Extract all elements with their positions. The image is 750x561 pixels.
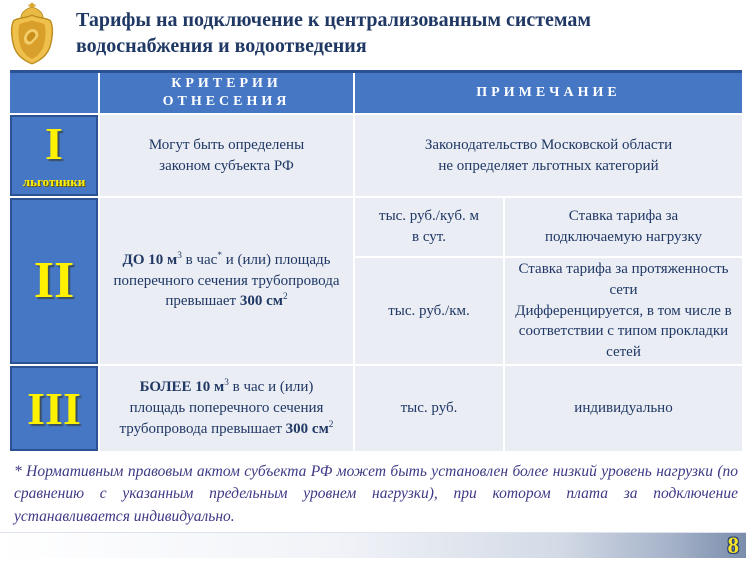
row-3-criteria-bold-1: БОЛЕЕ 10 м bbox=[139, 379, 225, 396]
row-2-criteria-text-1: в час bbox=[181, 251, 218, 268]
moscow-oblast-coat-of-arms-icon bbox=[8, 2, 56, 65]
row-2-sub-1-unit-cell bbox=[355, 198, 503, 256]
page-number: 8 bbox=[727, 533, 739, 558]
row-3-criteria-bold-2: 300 см bbox=[285, 420, 329, 437]
row-3-criteria-text bbox=[110, 377, 343, 439]
row-2-criteria-sup-2: 2 bbox=[283, 292, 288, 303]
row-3-note-text: индивидуально bbox=[574, 400, 673, 417]
row-1-criteria-cell bbox=[100, 115, 353, 196]
row-2-criteria-bold-2: 300 см bbox=[239, 293, 283, 310]
column-header-criteria-line-1: КРИТЕРИИ bbox=[171, 76, 282, 91]
row-1-criteria-line-1: Могут быть определены bbox=[148, 136, 305, 153]
row-1-note-cell bbox=[355, 115, 742, 196]
row-3-criteria-sup-2: 2 bbox=[328, 419, 334, 430]
row-2-sub-1-unit-line-1: тыс. руб./куб. м bbox=[379, 208, 479, 225]
row-3-category-cell bbox=[10, 366, 98, 451]
row-2-sub-2-unit-text: тыс. руб./км. bbox=[388, 302, 470, 319]
row-3-unit-text: тыс. руб. bbox=[400, 400, 458, 417]
row-2-sub-2-note-cell bbox=[505, 258, 742, 364]
row-2-sub-2-note-line-1: Ставка тарифа за протяженность сети bbox=[518, 261, 729, 298]
column-header-note-label: ПРИМЕЧАНИЕ bbox=[476, 85, 621, 100]
row-2-criteria-asterisk: * bbox=[217, 250, 222, 261]
column-header-criteria bbox=[100, 73, 353, 113]
row-3-criteria-sup-1: 3 bbox=[224, 378, 229, 389]
column-header-criteria-line-2: ОТНЕСЕНИЯ bbox=[162, 94, 291, 109]
row-2-category-cell bbox=[10, 198, 98, 364]
row-1-category-cell bbox=[10, 115, 98, 196]
row-2-criteria-cell bbox=[100, 198, 353, 364]
page-title-line-2: водоснабжения и водоотведения bbox=[76, 35, 367, 57]
table-corner-cell bbox=[10, 73, 98, 113]
row-1-note-line-2: не определяет льготных категорий bbox=[438, 157, 659, 174]
row-2-sub-2-unit-cell bbox=[355, 258, 503, 364]
tariff-table bbox=[10, 70, 742, 451]
row-3-criteria-text-1: в час и (или) площадь поперечного сечения трубопровода превышает bbox=[119, 379, 324, 437]
row-2-sub-1-unit-line-2: в сут. bbox=[412, 229, 446, 245]
row-2-sub-1-note-cell bbox=[505, 198, 742, 256]
row-1-note-line-1: Законодательство Московской области bbox=[424, 136, 673, 153]
row-2-numeral: II bbox=[33, 252, 75, 309]
footnote: * Нормативным правовым актом субъекта РФ может быть установлен более низкий уровень нагрузки (по сравнению с указанным предельным уровнем нагрузки), при котором плата за подключение устанавливается индивидуально. bbox=[14, 463, 738, 525]
row-1-criteria-line-2: законом субъекта РФ bbox=[159, 157, 294, 174]
row-2-criteria-text bbox=[110, 250, 343, 312]
row-3-numeral: III bbox=[27, 382, 81, 434]
row-3-note-cell bbox=[505, 366, 742, 451]
row-3-criteria-cell bbox=[100, 366, 353, 451]
row-2-sub-1-note-text: Ставка тарифа за подключаемую нагрузку bbox=[544, 208, 703, 245]
row-2-criteria-sup-1: 3 bbox=[177, 250, 182, 261]
column-header-note bbox=[355, 73, 742, 113]
row-2-criteria-bold-1: ДО 10 м bbox=[122, 251, 178, 268]
row-2-criteria-text-2: и (или) площадь поперечного сечения трубопровода превышает bbox=[113, 251, 340, 310]
row-1-numeral: I bbox=[45, 118, 63, 169]
footer-band bbox=[0, 532, 746, 558]
row-2-sub-2-note-line-2: Дифференцируется, в том числе в соответствии с типом прокладки сетей bbox=[515, 302, 732, 361]
page-title-line-1: Тарифы на подключение к централизованным системам bbox=[76, 9, 592, 31]
page-title bbox=[76, 7, 741, 59]
row-3-unit-cell bbox=[355, 366, 503, 451]
row-1-category-label: льготники bbox=[22, 174, 86, 189]
